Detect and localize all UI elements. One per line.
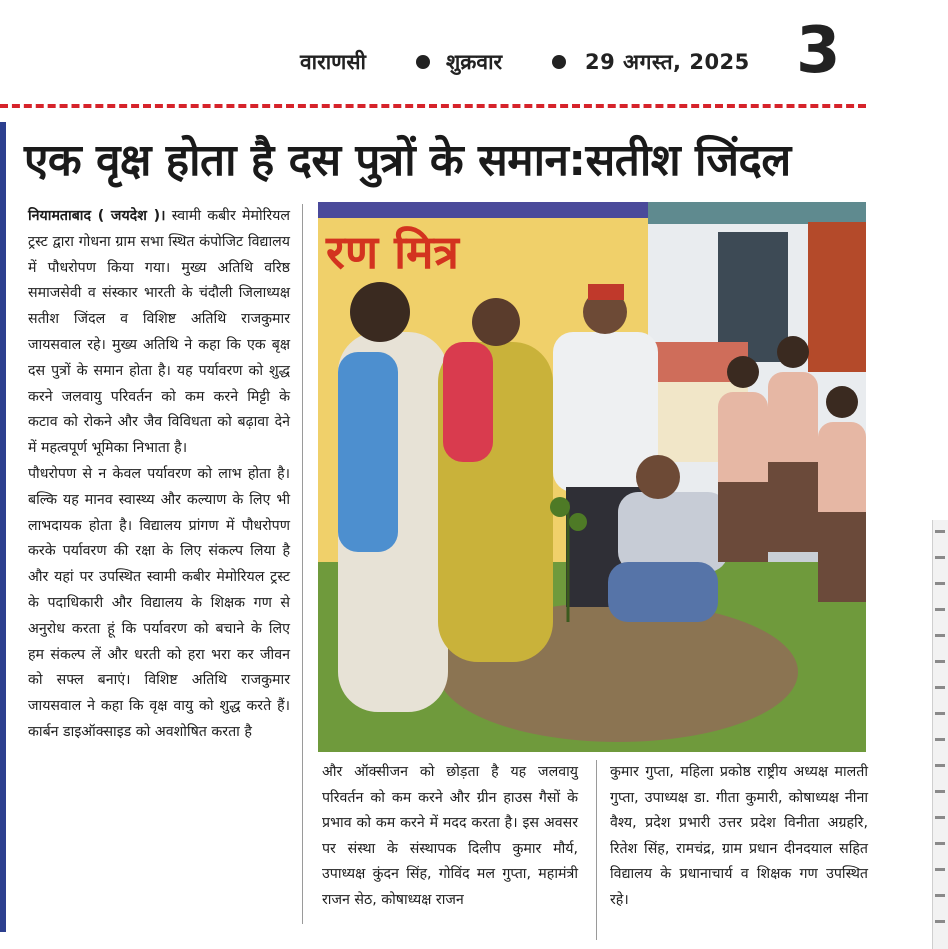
adjacent-article-edge [0,122,6,932]
column-divider [302,204,303,924]
article-column-right: कुमार गुप्ता, महिला प्रकोष्ठ राष्ट्रीय अध्यक्ष मालती गुप्ता, उपाध्यक्ष डा. गीता कुमारी, कोषाध्यक्ष नीना वैश्य, प्रदेश प्रभारी उत्तर प्रदेश विनीता अग्रहरि, रितेश सिंह, रामचंद्र, ग्राम प्रधान दीनदयाल सहित विद्यालय के प्रधानाचार्य व शिक्षक गण उपस्थित रहे। [610,764,868,908]
article-headline: एक वृक्ष होता है दस पुत्रों के समान:सतीश जिंदल [24,135,791,186]
bullet-dot-icon [552,55,566,69]
article-paragraph: पौधरोपण से न केवल पर्यावरण को लाभ होता है। बल्कि यह मानव स्वास्थ्य और कल्याण के लिए भी लाभदायक होता है। विद्यालय प्रांगण में पौधरोपण करके पर्यावरण की रक्षा के लिए संकल्प लिया है और यहां पर उपस्थित स्वामी कबीर मेमोरियल ट्रस्ट के पदाधिकारी और विद्यालय के शिक्षक गण से अनुरोध करता हूं कि पर्यावरण को बचाने के लिए हम संकल्प लें और धरती को हरा भरा कर जीवन को सफ्ल बनाएं। विशिष्ट अतिथि राजकुमार जायसवाल ने कहा कि वृक्ष वायु को शुद्ध करते हैं। कार्बन डाइऑक्साइड को अवशोषित करता है [28,465,290,740]
article-dateline: नियामताबाद ( जयदेश )। [28,208,166,224]
paragraph-text: स्वामी कबीर मेमोरियल ट्रस्ट द्वारा गोधना ग्राम सभा स्थित कंपोजिट विद्यालय में पौधरोपण किया गया। मुख्य अतिथि वरिष्ठ समाजसेवी व संस्कार भारती के चंदौली जिलाध्यक्ष सतीश जिंदल व विशिष्ट अतिथि राजकुमार जायसवाल रहे। मुख्य अतिथि ने कहा कि एक बृक्ष दस पुत्रों के समान होता है। यह पर्यावरण को शुद्ध करने जलवायु परिवर्तन को कम करने मिट्टी के कटाव को रोकने और जैव विविधता को बढ़ावा देने में महत्वपूर्ण भूमिका निभाता है। [28,208,291,457]
wall-painting-text: रण मित्र [326,225,459,279]
article-column-left [28,204,290,746]
masthead-day: शुक्रवार [446,50,503,74]
masthead-date: 29 अगस्त, 2025 [585,50,750,74]
column-divider [596,760,597,940]
article-paragraph [28,204,290,462]
photo-illustration [318,202,866,752]
article-column-middle: और ऑक्सीजन को छोड़ता है यह जलवायु परिवर्तन को कम करने और ग्रीन हाउस गैसों के प्रभाव को कम करने में मदद करता है। इस अवसर पर संस्था के संस्थापक दिलीप कुमार मौर्य, उपाध्यक्ष कुंदन सिंह, गोविंद मल गुप्ता, महामंत्री राजन सेठ, कोषाध्यक्ष राजन [322,764,578,908]
masthead [0,0,948,100]
article-photo [318,202,866,752]
page-number: 3 [796,14,841,88]
header-divider [0,104,866,108]
adjacent-article-edge [932,520,948,949]
bullet-dot-icon [416,55,430,69]
masthead-city: वाराणसी [300,50,366,74]
